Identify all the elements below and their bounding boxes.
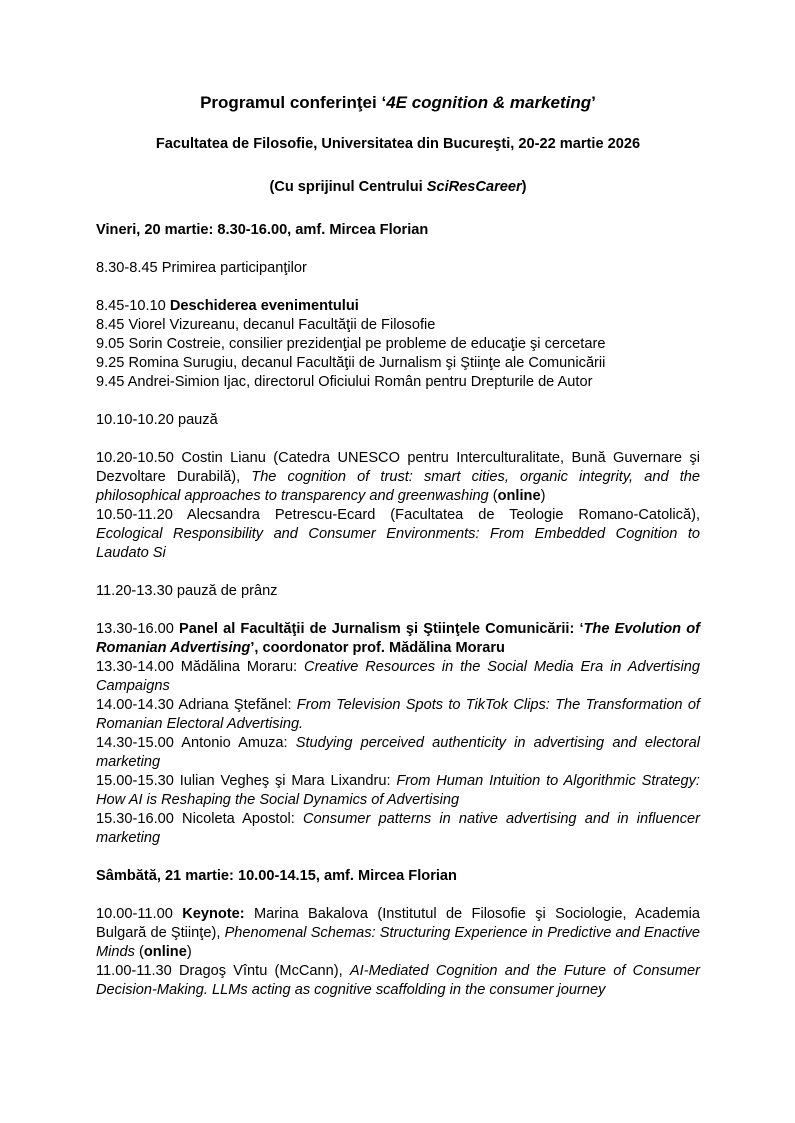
- text-run: 14.30-15.00 Antonio Amuza:: [96, 735, 296, 751]
- text-run: 4E cognition & marketing: [386, 93, 592, 112]
- venue-line: [96, 135, 700, 154]
- paragraph: [96, 297, 700, 316]
- text-run: 9.45 Andrei-Simion Ijac, directorul Oficiului Român pentru Drepturile de Autor: [96, 374, 593, 390]
- conference-title: [96, 92, 700, 114]
- text-run: Studying perceived authenticity in advertising and electoral marketing: [96, 735, 700, 770]
- break-1: [96, 411, 700, 430]
- registration-entry: [96, 259, 700, 278]
- paragraph: [96, 734, 700, 772]
- text-run: ’: [591, 93, 596, 112]
- text-run: 9.05 Sorin Costreie, consilier prezidenţial pe probleme de educaţie şi cercetare: [96, 336, 606, 352]
- paragraph: [96, 810, 700, 848]
- text-run: AI-Mediated Cognition and the Future of Consumer Decision-Making. LLMs acting as cognitive scaffolding in the consumer journey: [96, 963, 700, 998]
- text-run: 10.00-11.00: [96, 906, 183, 922]
- paragraph: [96, 772, 700, 810]
- paragraph: [96, 411, 700, 430]
- text-run: ): [540, 488, 546, 504]
- morning-talks: [96, 449, 700, 563]
- paragraph: [96, 867, 700, 886]
- text-run: (: [488, 488, 498, 504]
- paragraph: [96, 135, 700, 154]
- text-run: Sâmbătă, 21 martie: 10.00-14.15, amf. Mircea Florian: [96, 868, 457, 884]
- text-run: 8.30-8.45 Primirea participanţilor: [96, 260, 307, 276]
- text-run: 13.30-14.00 Mădălina Moraru:: [96, 659, 305, 675]
- text-run: Consumer patterns in native advertising and in influencer marketing: [96, 811, 700, 846]
- text-run: online: [143, 944, 187, 960]
- text-run: 11.00-11.30 Dragoş Vîntu (McCann),: [96, 963, 350, 979]
- panel-session: [96, 620, 700, 848]
- text-run: (Cu sprijinul Centrului: [269, 179, 427, 195]
- saturday-talks: [96, 905, 700, 1000]
- text-run: 8.45 Viorel Vizureanu, decanul Facultăţii de Filosofie: [96, 317, 436, 333]
- text-run: 15.30-16.00 Nicoleta Apostol:: [96, 811, 304, 827]
- text-run: Deschiderea evenimentului: [169, 298, 359, 314]
- text-run: Marina Bakalova (Institutul de Filosofie şi Sociologie, Academia Bulgară de Ştiinţe),: [96, 906, 700, 941]
- text-run: 10.10-10.20 pauză: [96, 412, 218, 428]
- paragraph: [96, 449, 700, 506]
- text-run: 13.30-16.00: [96, 621, 180, 637]
- text-run: 11.20-13.30 pauză de prânz: [96, 583, 278, 599]
- text-run: 8.45-10.10: [96, 298, 170, 314]
- text-run: 10.50-11.20 Alecsandra Petrescu-Ecard (Facultatea de Teologie Romano-Catolică),: [96, 507, 700, 523]
- sponsor-line: [96, 178, 700, 197]
- text-run: Panel al Facultăţii de Jurnalism şi Ştiinţele Comunicării: ‘: [179, 621, 584, 637]
- text-run: Keynote:: [182, 906, 245, 922]
- saturday-heading: [96, 867, 700, 886]
- text-run: From Human Intuition to Algorithmic Strategy: How AI is Reshaping the Social Dynamics of Advertising: [96, 773, 700, 808]
- text-run: SciResCareer: [426, 179, 522, 195]
- paragraph: [96, 92, 700, 114]
- paragraph: [96, 373, 700, 392]
- text-run: Facultatea de Filosofie, Universitatea din Bucureşti, 20-22 martie 2026: [155, 136, 641, 152]
- friday-heading: [96, 221, 700, 240]
- paragraph: [96, 335, 700, 354]
- text-run: The Evolution of Romanian Advertising: [96, 621, 700, 656]
- paragraph: [96, 905, 700, 962]
- text-run: (: [134, 944, 144, 960]
- text-run: Vineri, 20 martie: 8.30-16.00, amf. Mircea Florian: [96, 222, 429, 238]
- text-run: 14.00-14.30 Adriana Ştefănel:: [96, 697, 297, 713]
- paragraph: [96, 658, 700, 696]
- text-run: Programul conferinţei ‘: [200, 93, 387, 112]
- paragraph: [96, 962, 700, 1000]
- text-run: 10.20-10.50 Costin Lianu (Catedra UNESCO pentru Interculturalitate, Bună Guvernare şi Dezvoltare Durabilă),: [96, 450, 700, 485]
- opening-session: [96, 297, 700, 392]
- text-run: Ecological Responsibility and Consumer Environments: From Embedded Cognition to Laudato Si: [96, 526, 700, 561]
- paragraph: [96, 259, 700, 278]
- document-body: [96, 92, 700, 1000]
- text-run: From Television Spots to TikTok Clips: The Transformation of Romanian Electoral Advertising.: [96, 697, 700, 732]
- paragraph: [96, 316, 700, 335]
- paragraph: [96, 178, 700, 197]
- text-run: ): [186, 944, 192, 960]
- paragraph: [96, 506, 700, 563]
- text-run: ’, coordonator prof. Mădălina Moraru: [250, 640, 505, 656]
- text-run: 15.00-15.30 Iulian Vegheş şi Mara Lixandru:: [96, 773, 397, 789]
- text-run: 9.25 Romina Surugiu, decanul Facultăţii de Jurnalism şi Ştiinţe ale Comunicării: [96, 355, 606, 371]
- text-run: Creative Resources in the Social Media Era in Advertising Campaigns: [96, 659, 700, 694]
- paragraph: [96, 620, 700, 658]
- text-run: The cognition of trust: smart cities, organic integrity, and the philosophical approaches to transparency and greenwashing: [96, 469, 700, 504]
- paragraph: [96, 221, 700, 240]
- text-run: online: [497, 488, 541, 504]
- paragraph: [96, 582, 700, 601]
- lunch-break: [96, 582, 700, 601]
- paragraph: [96, 696, 700, 734]
- text-run: ): [521, 179, 527, 195]
- text-run: Phenomenal Schemas: Structuring Experience in Predictive and Enactive Minds: [96, 925, 700, 960]
- paragraph: [96, 354, 700, 373]
